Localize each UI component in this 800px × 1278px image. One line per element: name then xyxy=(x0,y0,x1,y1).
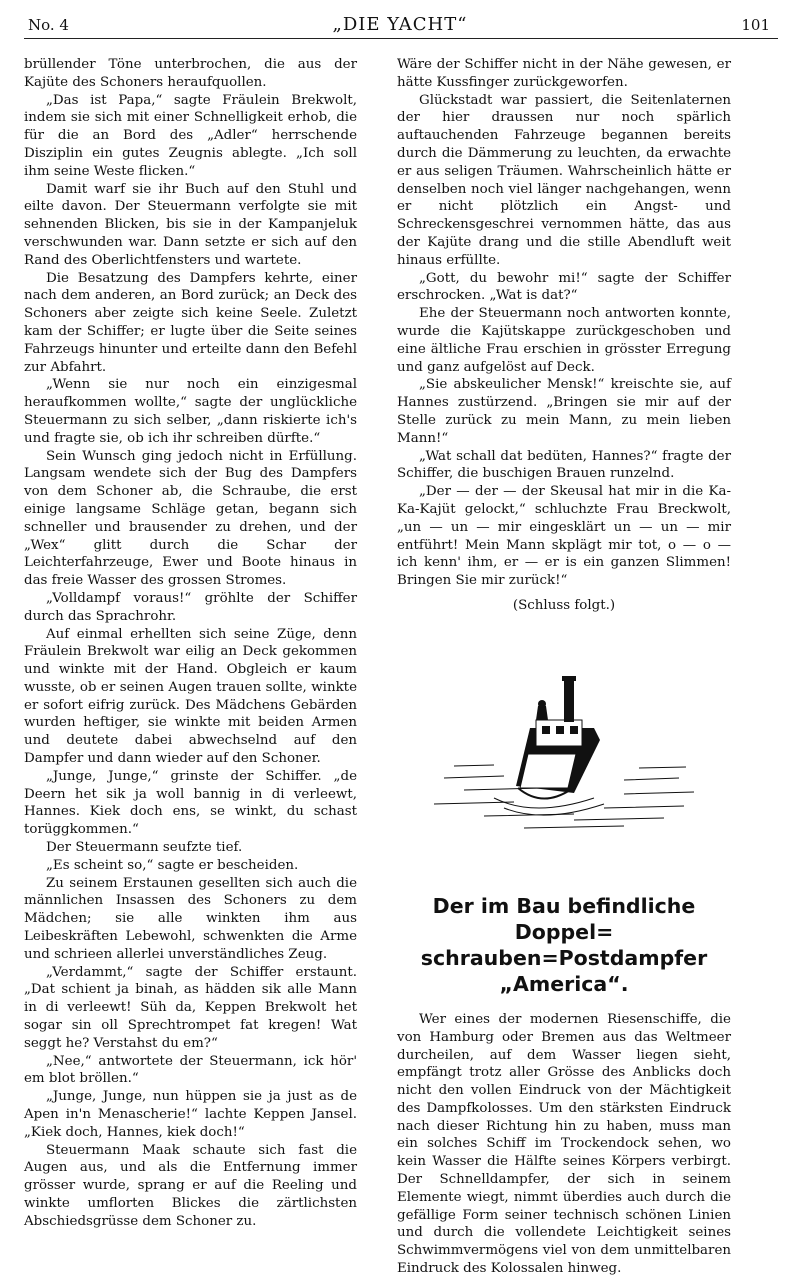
issue-number: No. 4 xyxy=(28,16,69,34)
article-title xyxy=(397,893,731,997)
paragraph: „Junge, Junge, nun hüppen sie ja just as de Apen in'n Menascherie!“ lachte Keppen Jansel. „Kiek doch, Hannes, kiek doch!“ xyxy=(24,1089,357,1140)
paragraph: Glückstadt war passiert, die Seitenlaternen der hier draussen nur noch spärlich auftauchenden Fahrzeuge begannen bereits durch die Dämmerung zu leuchten, da erwachte er aus seligen Träumen. Wahrscheinlich hätte er denselben noch viel länger nachgehangen, wenn er nicht plötzlich ein Angst- und Schreckensgeschrei vernommen hätte, das aus der Kajüte drang und die stille Abendluft weit hinaus erfüllte. xyxy=(397,92,731,268)
paragraph: Die Besatzung des Dampfers kehrte, einer nach dem anderen, an Bord zurück; an Deck des Schoners aber zeigte sich keine Seele. Zuletzt kam der Schiffer; er lugte über die Seite seines Fahrzeugs hinunter und erteilte dann den Befehl zur Abfahrt. xyxy=(24,270,357,375)
paragraph: Steuermann Maak schaute sich fast die Augen aus, und als die Entfernung immer grösser wurde, sprang er auf die Reeling und winkte umflorten Blickes die zärtlichsten Abschiedsgrüsse dem Schoner zu. xyxy=(24,1142,357,1229)
left-column xyxy=(24,56,357,1231)
paragraph: „Gott, du bewohr mi!“ sagte der Schiffer erschrocken. „Wat is dat?“ xyxy=(397,270,731,304)
right-column xyxy=(397,56,731,1278)
paragraph: „Verdammt,“ sagte der Schiffer erstaunt. „Dat schient ja binah, as hädden sik alle Mann in di verleewt! Süh da, Keppen Brekwolt het sogar sin oll Sprechtrompet fat kregen! Wat seggt he? Verstahst du em?“ xyxy=(24,964,357,1051)
article-title-line: schrauben=Postdampfer „America“. xyxy=(420,945,708,996)
paragraph: Wäre der Schiffer nicht in der Nähe gewesen, er hätte Kussfinger zurückgeworfen. xyxy=(397,57,731,90)
article-title-line: Der im Bau befindliche Doppel= xyxy=(432,893,696,944)
paragraph: „Das ist Papa,“ sagte Fräulein Brekwolt, indem sie sich mit einer Schnelligkeit erhob, die für die an Bord des „Adler“ herrschende Disziplin ein gutes Zeugnis ablegte. „Ich soll ihm seine Weste flicken.“ xyxy=(24,92,357,179)
paragraph: brüllender Töne unterbrochen, die aus der Kajüte des Schoners heraufquollen. xyxy=(24,57,357,90)
steamboat-illustration xyxy=(424,658,704,838)
closing-note: (Schluss folgt.) xyxy=(512,597,616,613)
paragraph: Auf einmal erhellten sich seine Züge, denn Fräulein Brekwolt war eilig an Deck gekommen und winkte mit der Hand. Obgleich er kaum wusste, ob er seinen Augen trauen sollte, winkte er sofort eifrig zurück. Des Mädchens Gebärden wurden heftiger, sie winkte mit beiden Armen und deutete dabei abwechselnd auf den Dampfer und dann wieder auf den Schoner. xyxy=(24,626,357,767)
paragraph: Der Steuermann seufzte tief. xyxy=(46,840,243,856)
paragraph: „Sie abskeulicher Mensk!“ kreischte sie, auf Hannes zustürzend. „Bringen sie mir auf der Stelle zurück zu mein Mann, zu mein lieben Mann!“ xyxy=(397,377,731,446)
paragraph: „Volldampf voraus!“ gröhlte der Schiffer durch das Sprachrohr. xyxy=(24,590,357,624)
paragraph: Ehe der Steuermann noch antworten konnte, wurde die Kajütskappe zurückgeschoben und eine ältliche Frau erschien in grösster Erregung und ganz aufgelöst auf Deck. xyxy=(397,306,731,375)
paragraph: „Es scheint so,“ sagte er bescheiden. xyxy=(46,857,299,873)
page-number: 101 xyxy=(741,16,770,34)
paragraph: „Der — der — der Skeusal hat mir in die Ka-Ka-Kajüt gelockt,“ schluchzte Frau Breckwolt, „un — un — mir eingesklärt un — un — mir entführt! Mein Mann skplägt mir tot, o — o — ich kenn' ihm, er — er is ein ganzen Slimmen! Bringen Sie mir zurück!“ xyxy=(397,484,731,589)
paragraph: „Wat schall dat bedüten, Hannes?“ fragte der Schiffer, die buschigen Brauen runzelnd. xyxy=(397,448,731,482)
header-rule xyxy=(24,38,778,39)
paragraph: Damit warf sie ihr Buch auf den Stuhl und eilte davon. Der Steuermann verfolgte sie mit sehnenden Blicken, bis sie in der Kampanjeluk verschwunden war. Dann setzte er sich auf den Rand des Oberlichtfensters und wartete. xyxy=(24,181,357,268)
paragraph: Wer eines der modernen Riesenschiffe, die von Hamburg oder Bremen aus das Weltmeer durcheilen, auf dem Wasser liegen sieht, empfängt trotz aller Grösse des Anblicks doch nicht den vollen Eindruck von der Mächtigkeit des Dampfkolosses. Um den stärksten Eindruck nach dieser Richtung hin zu haben, muss man ein solches Schiff im Trockendock sehen, wo kein Wasser die Hälfte seines Körpers verbirgt. Der Schnelldampfer, der sich in seinem Elemente wiegt, nimmt überdies auch durch die gefällige Form seiner technisch schönen Linien und durch die vollendete Leichtigkeit seines Schwimmvermögens viel von dem unmittelbaren Eindruck des Kolossalen hinweg. xyxy=(397,1011,731,1277)
paragraph: „Junge, Junge,“ grinste der Schiffer. „de Deern het sik ja woll bannig in di verleewt, Hannes. Kiek doch ens, se winkt, du schast torüggkommen.“ xyxy=(24,768,357,838)
article-body xyxy=(397,1011,731,1278)
journal-title: „DIE YACHT“ xyxy=(332,14,468,35)
paragraph: „Nee,“ antwortete der Steuermann, ick hör' em blot bröllen.“ xyxy=(24,1053,357,1087)
paragraph: „Wenn sie nur noch ein einzigesmal heraufkommen wollte,“ sagte der unglückliche Steuermann zu sich selber, „dann riskierte ich's und fragte sie, ob ich ihr schreiben dürfte.“ xyxy=(24,377,357,446)
paragraph: Sein Wunsch ging jedoch nicht in Erfüllung. Langsam wendete sich der Bug des Dampfers von dem Schoner ab, die Schraube, die erst einige langsame Schläge getan, begann sich schneller und brausender zu drehen, und der „Wex“ glitt durch die Schar der Leichterfahrzeuge, Ewer und Boote hinaus in das freie Wasser des grossen Stromes. xyxy=(24,448,357,589)
paragraph: Zu seinem Erstaunen gesellten sich auch die männlichen Insassen des Schoners zu dem Mädchen; sie alle winkten ihm aus Leibeskräften Lebewohl, schwenkten die Arme und schrieen allerlei unverständliches Zeug. xyxy=(24,875,357,962)
